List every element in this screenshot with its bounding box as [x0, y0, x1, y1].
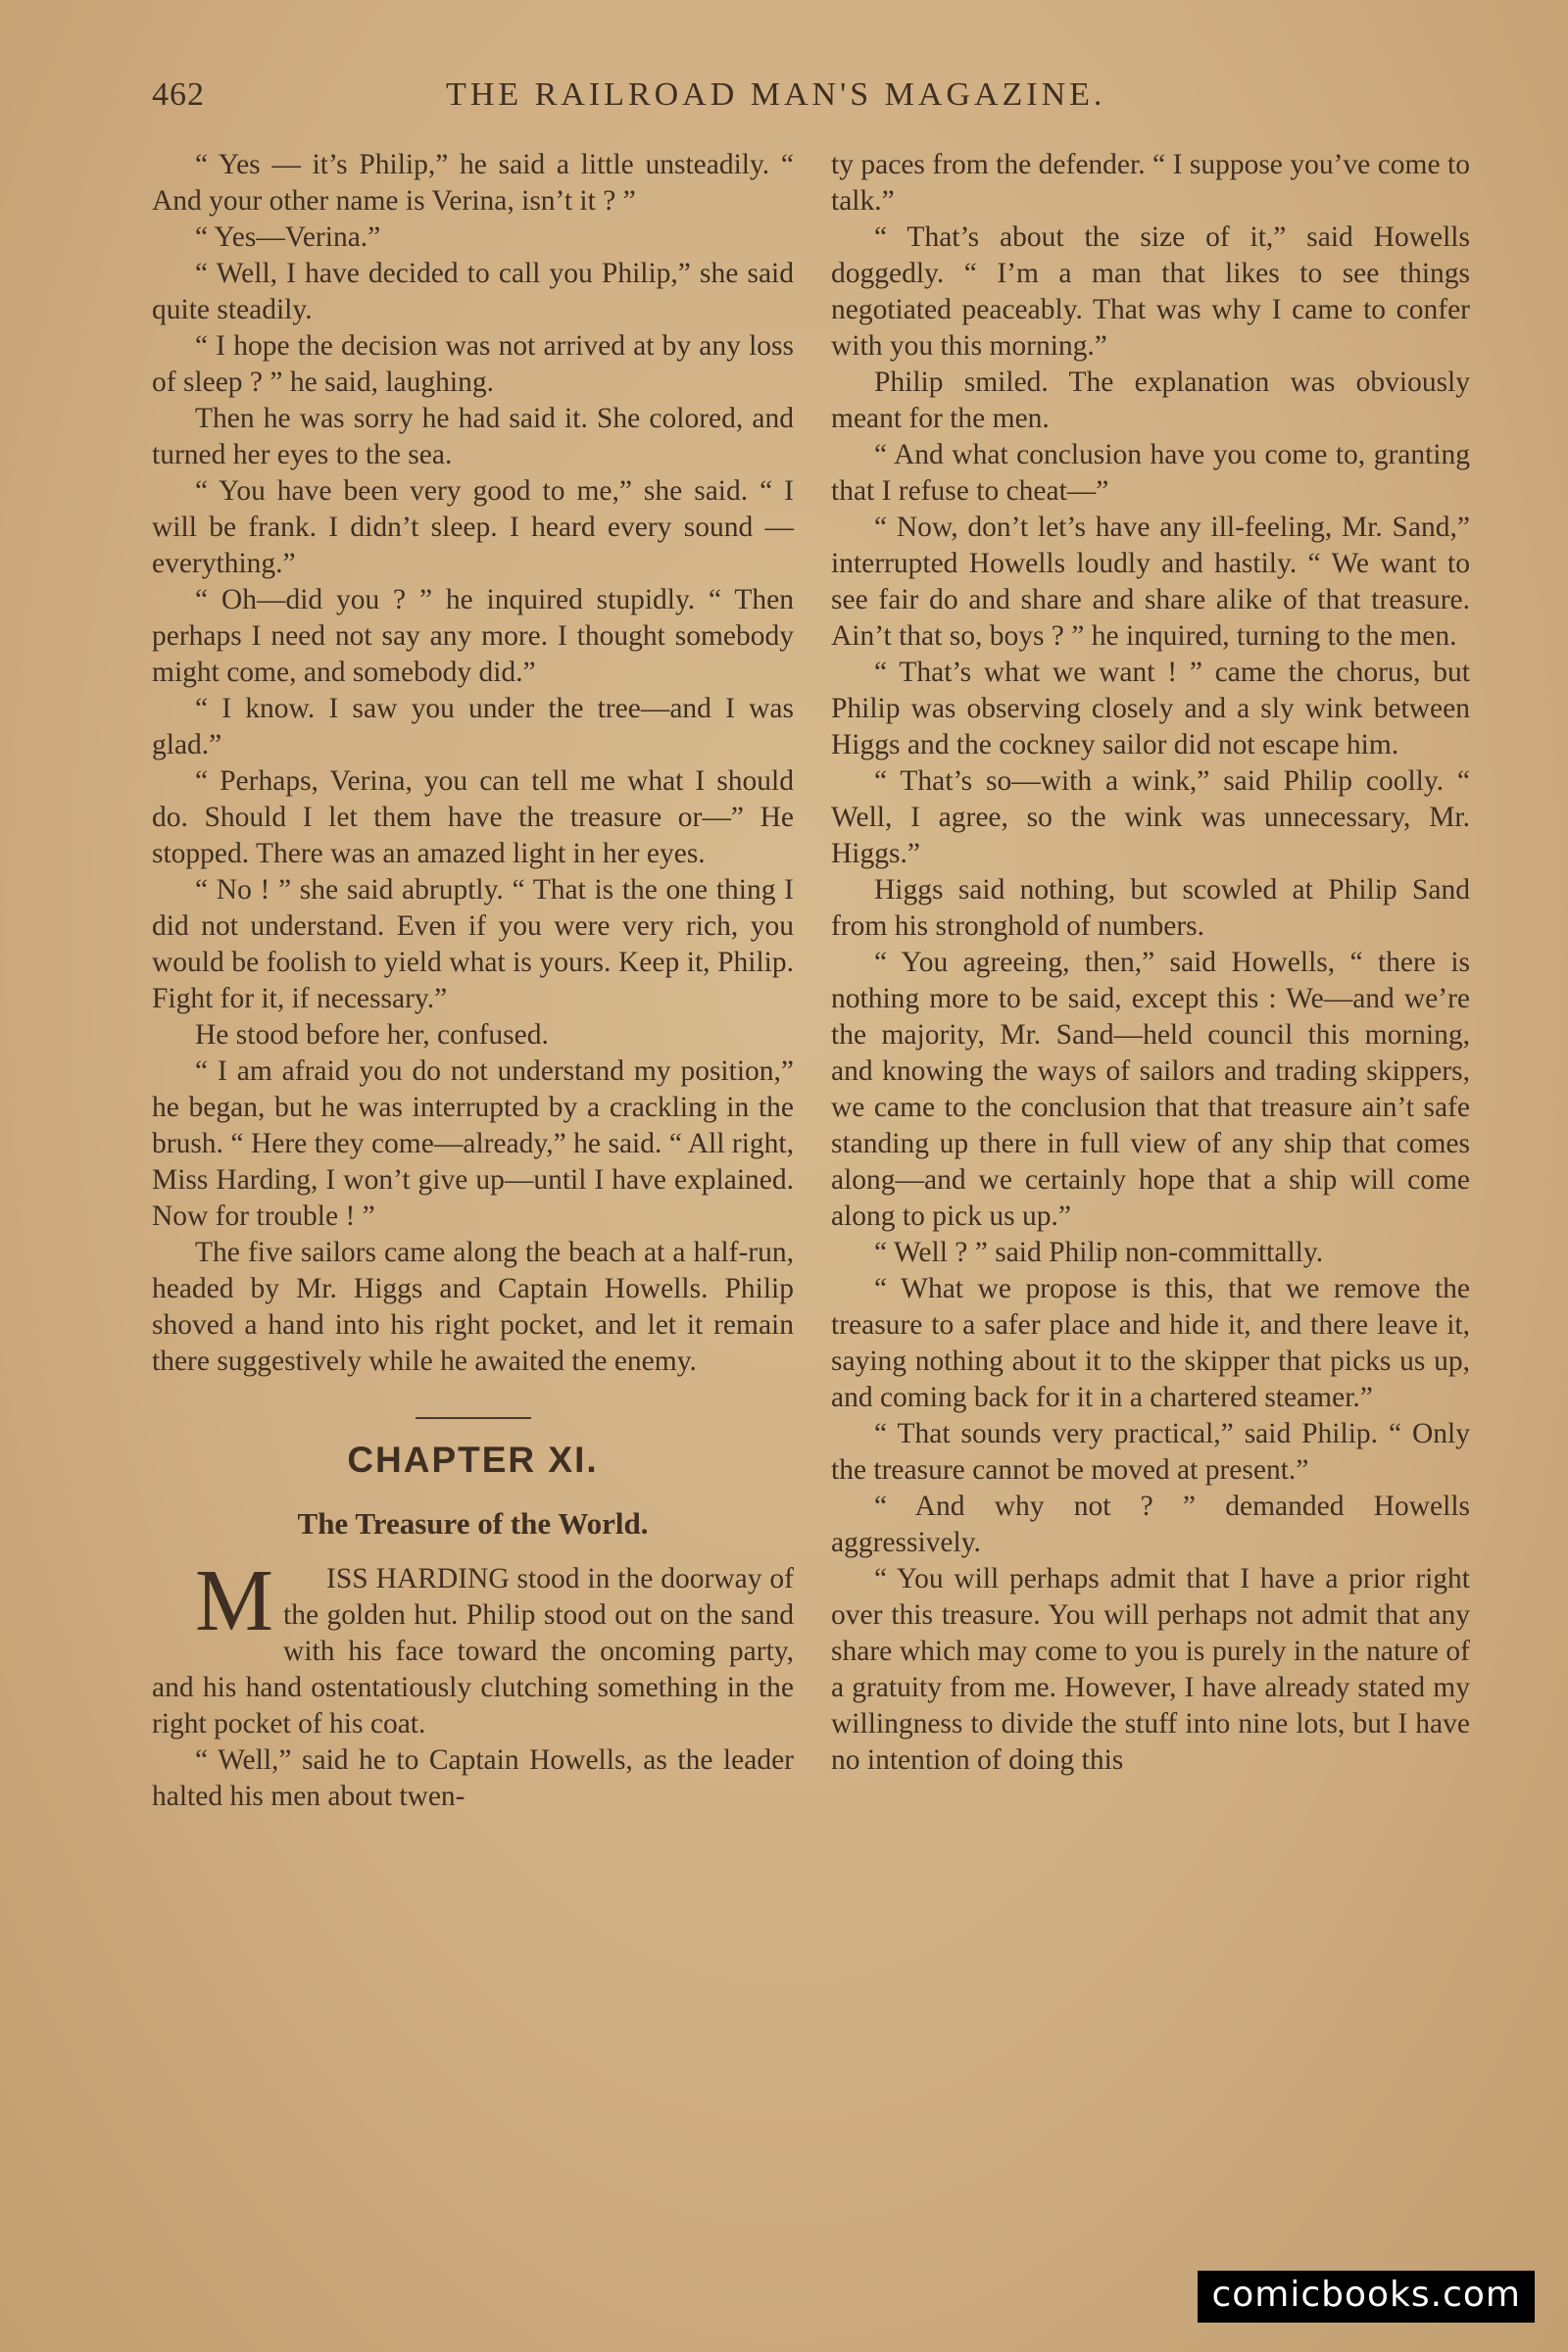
paragraph: “ That’s about the size of it,” said Howells doggedly. “ I’m a man that likes to see things negotiated peaceably. That was why I came to confer with you this morning.” — [831, 221, 1470, 362]
paragraph: “ Perhaps, Verina, you can tell me what I should do. Should I let them have the treasure or—” He stopped. There was an amazed light in her eyes. — [152, 765, 794, 869]
paragraph: “ Yes — it’s Philip,” he said a little unsteadily. “ And your other name is Verina, isn’t it ? ” — [152, 149, 794, 217]
paragraph: “ Now, don’t let’s have any ill-feeling, Mr. Sand,” interrupted Howells loudly and hastily. “ We want to see fair do and share and share alike of that treasure. Ain’t that so, boys ? ” he inquired, turning to the men. — [831, 512, 1470, 652]
paragraph: “ Oh—did you ? ” he inquired stupidly. “ Then perhaps I need not say any more. I thought somebody might come, and somebody did.” — [152, 584, 794, 688]
paragraph: “ No ! ” she said abruptly. “ That is the one thing I did not understand. Even if you were very rich, you would be foolish to yield what is yours. Keep it, Philip. Fight for it, if necessary.” — [152, 874, 794, 1014]
paragraph: “ I am afraid you do not understand my position,” he began, but he was interrupted by a crackling in the brush. “ Here they come—already,” he said. “ All right, Miss Harding, I won’t give up—until I have explained. Now for trouble ! ” — [152, 1055, 794, 1232]
paragraph: “ That’s what we want ! ” came the chorus, but Philip was observing closely and a sly wink between Higgs and the cockney sailor did not escape him. — [831, 657, 1470, 760]
running-title: THE RAILROAD MAN'S MAGAZINE. — [446, 76, 1106, 113]
paragraph: The five sailors came along the beach at a half-run, headed by Mr. Higgs and Captain Howells. Philip shoved a hand into his right pocket, and let it remain there suggestively while he awaited the enemy. — [152, 1237, 794, 1377]
opening-text: ISS HARDING stood in the doorway of the golden hut. Philip stood out on the sand with his face toward the oncoming party, and his hand ostentatiously clutching something in the right pocket of his coat. — [152, 1563, 794, 1740]
drop-cap: M — [195, 1552, 274, 1649]
paragraph: “ You will perhaps admit that I have a prior right over this treasure. You will perhaps not admit that any share which may come to you is purely in the nature of a gratuity from me. However, I have already stated my willingness to divide the stuff into nine lots, but I have no intention of doing this — [831, 1563, 1470, 1776]
paragraph: “ And why not ? ” demanded Howells aggressively. — [831, 1491, 1470, 1558]
chapter-opening-paragraph — [152, 1552, 794, 1742]
paragraph: “ You have been very good to me,” she said. “ I will be frank. I didn’t sleep. I heard every sound — everything.” — [152, 475, 794, 579]
paragraph: “ You agreeing, then,” said Howells, “ there is nothing more to be said, except this : We—and we’re the majority, Mr. Sand—held council this morning, and knowing the ways of sailors and trading skippers, we came to the conclusion that that treasure ain’t safe standing up there in full view of any ship that comes along—and we certainly hope that a ship will come along to pick us up.” — [831, 947, 1470, 1232]
page-number: 462 — [152, 76, 205, 113]
paragraph: ty paces from the defender. “ I suppose you’ve come to talk.” — [831, 149, 1470, 217]
paragraph: “ And what conclusion have you come to, granting that I refuse to cheat—” — [831, 439, 1470, 507]
section-divider — [416, 1417, 531, 1419]
right-column — [831, 147, 1470, 1779]
chapter-heading: CHAPTER XI. — [347, 1440, 599, 1480]
paragraph: Higgs said nothing, but scowled at Philip Sand from his stronghold of numbers. — [831, 874, 1470, 942]
paragraph: Then he was sorry he had said it. She colored, and turned her eyes to the sea. — [152, 403, 794, 470]
paragraph: He stood before her, confused. — [195, 1019, 549, 1051]
paragraph: “ Well, I have decided to call you Philip,” she said quite steadily. — [152, 258, 794, 325]
page-header — [152, 76, 1465, 123]
chapter-subtitle: The Treasure of the World. — [297, 1506, 649, 1541]
paragraph: “ That’s so—with a wink,” said Philip coolly. “ Well, I agree, so the wink was unnecessary, Mr. Higgs.” — [831, 765, 1470, 869]
paragraph: “ I hope the decision was not arrived at by any loss of sleep ? ” he said, laughing. — [152, 330, 794, 398]
paragraph: “ What we propose is this, that we remove the treasure to a safer place and hide it, and there leave it, saying nothing about it to the skipper that picks us up, and coming back for it in a chartered steamer.” — [831, 1273, 1470, 1413]
left-column — [152, 147, 794, 1815]
paragraph: “ Yes—Verina.” — [195, 221, 381, 253]
watermark-logo: comicbooks.com — [1198, 2271, 1535, 2323]
paragraph: “ That sounds very practical,” said Philip. “ Only the treasure cannot be moved at present.” — [831, 1418, 1470, 1486]
paragraph: “ Well ? ” said Philip non-committally. — [874, 1237, 1324, 1268]
paragraph: Philip smiled. The explanation was obviously meant for the men. — [831, 367, 1470, 434]
paragraph: “ I know. I saw you under the tree—and I was glad.” — [152, 693, 794, 760]
paragraph: “ Well,” said he to Captain Howells, as the leader halted his men about twen- — [152, 1744, 794, 1812]
